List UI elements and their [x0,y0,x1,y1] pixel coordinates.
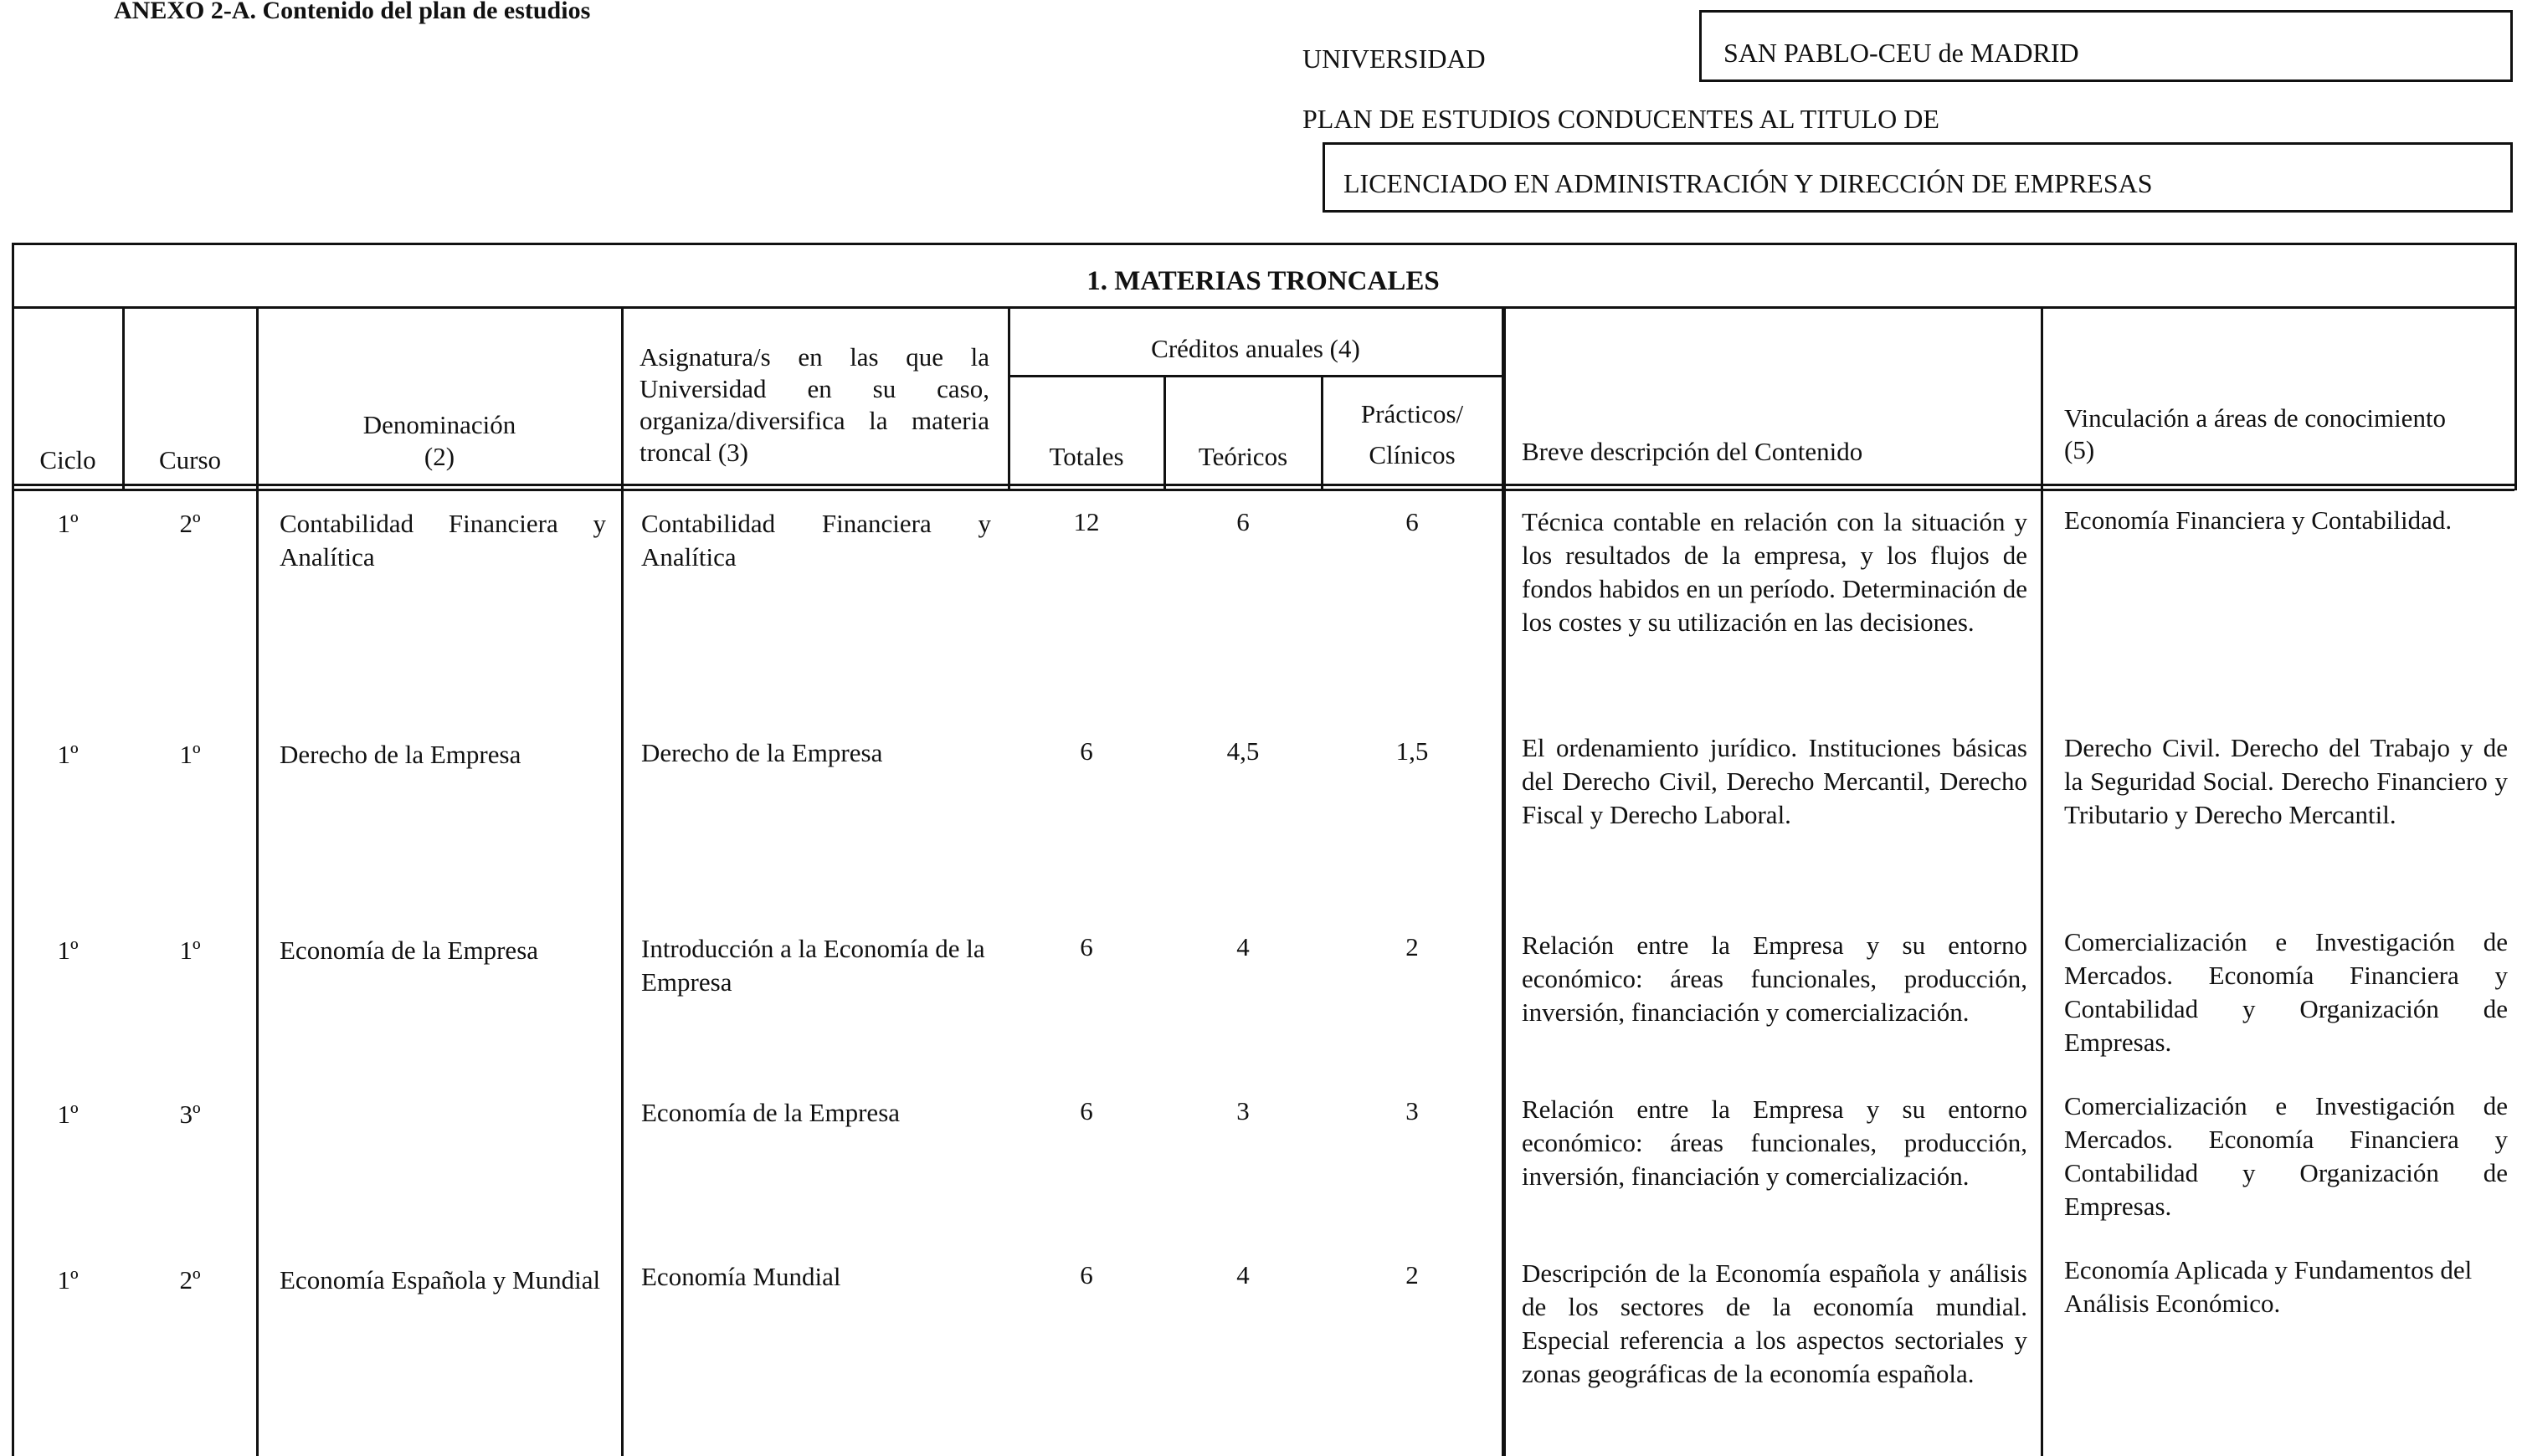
cell-curso: 2º [179,509,201,538]
credits-subheader-border [1008,375,1502,377]
cell-practicos: 2 [1405,932,1419,961]
cell-vinculacion: Economía Aplicada y Fundamentos del Análisis Económico. [2064,1255,2473,1318]
col-divider-teoricos-practicos [1321,375,1323,490]
cell-vinculacion: Comercialización e Investigación de Mercados. Economía Financiera y Contabilidad y Organización de Empresas. [2064,927,2508,1057]
cell-teoricos: 4 [1236,1260,1250,1289]
header-bottom-border [12,484,2514,486]
cell-asignatura: Introducción a la Economía de la Empresa [641,934,985,997]
header-descripcion: Breve descripción del Contenido [1522,437,1863,466]
cell-descripcion: El ordenamiento jurídico. Instituciones básicas del Derecho Civil, Derecho Mercantil, Derecho Fiscal y Derecho Laboral. [1522,733,2027,829]
cell-vinculacion: Economía Financiera y Contabilidad. [2064,505,2453,535]
header-creditos: Créditos anuales (4) [1151,334,1360,363]
cell-practicos: 6 [1405,507,1419,536]
cell-descripcion: Técnica contable en relación con la situación y los resultados de la empresa, y los flujos de fondos habidos en un período. Determinación de los costes y su utilización en las decisiones. [1522,507,2027,637]
cell-ciclo: 1º [57,936,79,965]
col-divider-totales-teoricos [1163,375,1166,490]
cell-curso: 2º [179,1265,201,1295]
cell-practicos: 2 [1405,1260,1419,1289]
header-ciclo: Ciclo [39,445,96,474]
header-practicos-1: Prácticos/ [1360,399,1464,428]
university-name: SAN PABLO-CEU de MADRID [1723,38,2079,68]
cell-teoricos: 4 [1236,932,1250,961]
col-divider-creditos-descripcion [1502,306,1506,1456]
header-practicos-2: Clínicos [1369,440,1456,469]
cell-teoricos: 6 [1236,507,1250,536]
table-right-border [2514,243,2517,316]
col-divider-curso-denominacion [256,306,259,1456]
cell-totales: 6 [1080,932,1093,961]
col-divider-denominacion-asignatura [621,306,624,1456]
cell-practicos: 3 [1405,1096,1419,1125]
cell-descripcion: Relación entre la Empresa y su entorno económico: áreas funcionales, producción, inversión, financiación y comercialización. [1522,1095,2027,1191]
cell-ciclo: 1º [57,1265,79,1295]
cell-asignatura: Contabilidad Financiera y Analítica [641,509,991,572]
cell-denominacion: Economía de la Empresa [280,936,539,965]
university-name-box [1699,10,2513,82]
cell-ciclo: 1º [57,1100,79,1129]
degree-title: LICENCIADO EN ADMINISTRACIÓN Y DIRECCIÓN DE EMPRESAS [1343,168,2153,198]
header-teoricos: Teóricos [1198,442,1288,471]
cell-teoricos: 3 [1236,1096,1250,1125]
header-denominacion: Denominación [362,410,516,439]
cell-denominacion: Economía Española y Mundial [280,1265,601,1295]
header-asignaturas: Asignatura/s en las que la Universidad en su caso, organiza/diversifica la materia troncal (3) [639,342,989,467]
header-vinculacion: Vinculación a áreas de conocimiento [2064,403,2447,433]
degree-title-box [1323,142,2513,213]
cell-asignatura: Derecho de la Empresa [641,738,883,767]
cell-descripcion: Relación entre la Empresa y su entorno económico: áreas funcionales, producción, inversión, financiación y comercialización. [1522,931,2027,1027]
cell-curso: 1º [179,936,201,965]
section-title-bottom-border [12,306,2514,309]
header-denominacion-note: (2) [424,442,455,471]
header-vinculacion-note: (5) [2064,435,2095,464]
cell-ciclo: 1º [57,509,79,538]
cell-curso: 1º [179,740,201,769]
cell-ciclo: 1º [57,740,79,769]
university-label: UNIVERSIDAD [1302,44,1486,74]
col-divider-descripcion-vinculacion [2041,306,2043,1456]
table-top-border [12,243,2514,245]
cell-denominacion: Contabilidad Financiera y Analítica [280,509,606,572]
table-right-border-body [2514,306,2517,490]
cell-denominacion: Derecho de la Empresa [280,740,521,769]
header-totales: Totales [1049,442,1124,471]
cell-asignatura: Economía de la Empresa [641,1098,901,1127]
cell-totales: 12 [1073,507,1100,536]
cell-totales: 6 [1080,1260,1093,1289]
cell-teoricos: 4,5 [1226,736,1260,766]
cell-vinculacion: Derecho Civil. Derecho del Trabajo y de la Seguridad Social. Derecho Financiero y Tributario y Derecho Mercantil. [2064,733,2508,829]
cell-descripcion: Descripción de la Economía española y análisis de los sectores de la economía mundial. Especial referencia a los aspectos sectoriales y zonas geográficas de la economía española. [1522,1259,2027,1388]
cell-vinculacion: Comercialización e Investigación de Mercados. Economía Financiera y Contabilidad y Organización de Empresas. [2064,1091,2508,1221]
header-curso: Curso [158,445,222,474]
cell-practicos: 1,5 [1395,736,1429,766]
cell-asignatura: Economía Mundial [641,1262,841,1291]
cell-totales: 6 [1080,736,1093,766]
plan-label: PLAN DE ESTUDIOS CONDUCENTES AL TITULO DE [1302,104,1939,134]
annex-title: ANEXO 2-A. Contenido del plan de estudios [114,0,591,24]
cell-curso: 3º [179,1100,201,1129]
header-bottom-border-second [12,489,2514,491]
section-title: 1. MATERIAS TRONCALES [1086,266,1440,296]
cell-totales: 6 [1080,1096,1093,1125]
